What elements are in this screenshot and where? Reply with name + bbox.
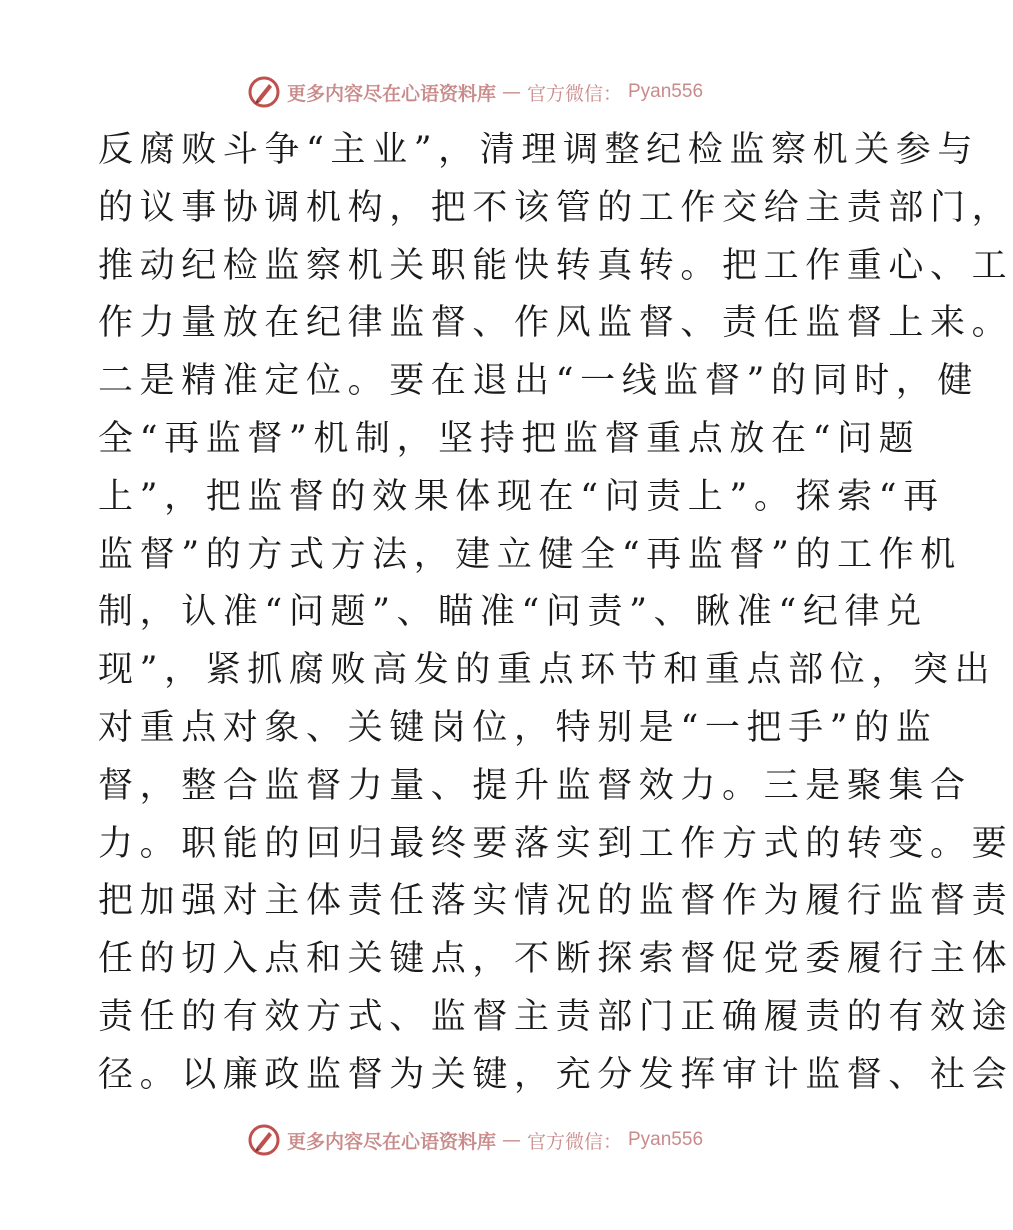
body-line: 监督”的方式方法，建立健全“再监督”的工作机 xyxy=(98,534,962,575)
body-line: 全“再监督”机制，坚持把监督重点放在“问题 xyxy=(98,418,921,459)
pen-logo-icon xyxy=(247,75,281,109)
watermark-site-text: 更多内容尽在心语资料库 xyxy=(286,82,496,105)
body-line: 推动纪检监察机关职能快转真转。把工作重心、工 xyxy=(98,245,1013,286)
body-line: 制，认准“问题”、瞄准“问责”、瞅准“纪律兑 xyxy=(98,592,928,633)
watermark-contact-id: Pyan556 xyxy=(628,81,704,102)
watermark-contact-id: Pyan556 xyxy=(628,1129,704,1150)
body-line: 任的切入点和关键点，不断探索督促党委履行主体 xyxy=(98,939,1013,980)
body-line: 现”，紧抓腐败高发的重点环节和重点部位，突出 xyxy=(98,650,997,691)
document-body xyxy=(98,122,1013,1105)
body-line: 力。职能的回归最终要落实到工作方式的转变。要 xyxy=(98,823,1013,864)
watermark-contact-label: 官方微信： xyxy=(526,82,622,105)
footer-watermark xyxy=(0,1118,950,1162)
body-line: 责任的有效方式、监督主责部门正确履责的有效途 xyxy=(98,996,1013,1037)
watermark-separator: — xyxy=(501,1129,521,1151)
watermark-separator: — xyxy=(501,81,521,103)
body-line: 上”，把监督的效果体现在“问责上”。探索“再 xyxy=(98,476,945,517)
body-line: 督，整合监督力量、提升监督效力。三是聚集合 xyxy=(98,765,972,806)
pen-logo-icon xyxy=(247,1123,281,1157)
header-watermark xyxy=(0,70,950,114)
watermark-contact-label: 官方微信： xyxy=(526,1130,622,1153)
body-line: 的议事协调机构，把不该管的工作交给主责部门， xyxy=(98,187,1013,228)
body-line: 作力量放在纪律监督、作风监督、责任监督上来。 xyxy=(98,303,1013,344)
watermark-site-text: 更多内容尽在心语资料库 xyxy=(286,1130,496,1153)
body-line: 径。以廉政监督为关键，充分发挥审计监督、社会 xyxy=(98,1054,1013,1095)
body-line: 二是精准定位。要在退出“一线监督”的同时，健 xyxy=(98,361,979,402)
body-line: 对重点对象、关键岗位，特别是“一把手”的监 xyxy=(98,707,938,748)
body-line: 把加强对主体责任落实情况的监督作为履行监督责 xyxy=(98,881,1013,922)
body-line: 反腐败斗争“主业”，清理调整纪检监察机关参与 xyxy=(98,130,979,170)
